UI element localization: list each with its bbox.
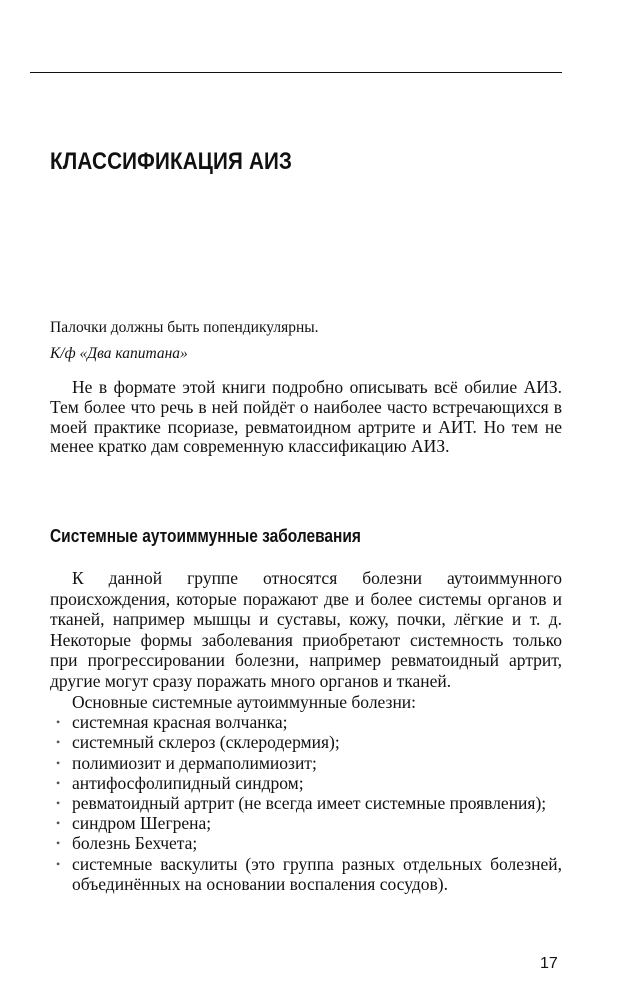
disease-list-item-text: системная красная волчанка;: [72, 712, 288, 733]
bullet-icon: •: [56, 735, 61, 750]
section-paragraph: К данной группе относятся болезни аутоиммунного происхождения, которые поражают две и более системы органов и тканей, например мышцы и суставы, кожу, почки, лёгкие и т. д. Некоторые формы заболевания приобретают системность только при прогрессировании болезни, например ревматоидный артрит, другие могут сразу поражать много органов и тканей.: [50, 568, 562, 691]
disease-list-item: [50, 732, 562, 752]
disease-list-item: [50, 833, 562, 853]
bullet-icon: •: [56, 775, 61, 790]
disease-list-item: [50, 753, 562, 773]
disease-list-item-text: системные васкулиты (это группа разных отдельных болезней, объединённых на основании воспаления сосудов).: [72, 853, 562, 894]
intro-paragraph: Не в формате этой книги подробно описывать всё обилие АИЗ. Тем более что речь в ней пойдёт о наиболее часто встречающихся в моей практике псориазе, ревматоидном артрите и АИТ. Но тем не менее кратко дам современную классификацию АИЗ.: [50, 377, 562, 457]
page-number: 17: [540, 955, 558, 972]
epigraph-source: К/ф «Два капитана»: [50, 345, 188, 362]
section-body: [50, 568, 562, 894]
disease-list-item-text: антифосфолипидный синдром;: [72, 772, 304, 793]
disease-list-item-text: синдром Шегрена;: [72, 813, 212, 834]
intro-section: [50, 378, 562, 457]
chapter-title: КЛАССИФИКАЦИЯ АИЗ: [50, 148, 293, 175]
disease-list-item: [50, 773, 562, 793]
epigraph-quote: Палочки должны быть попендикулярны.: [50, 319, 319, 336]
top-rule: [30, 72, 562, 73]
disease-list-item: [50, 712, 562, 732]
list-intro: Основные системные аутоиммунные болезни:: [72, 691, 417, 712]
disease-list-item-text: болезнь Бехчета;: [72, 833, 198, 854]
bullet-icon: •: [56, 715, 61, 730]
epigraph: [50, 316, 570, 366]
bullet-icon: •: [56, 856, 61, 871]
disease-list-item-text: системный склероз (склеродермия);: [72, 732, 340, 753]
bullet-icon: •: [56, 795, 61, 810]
bullet-icon: •: [56, 816, 61, 831]
disease-list: [50, 712, 562, 894]
disease-list-item: [50, 854, 562, 894]
bullet-icon: •: [56, 755, 61, 770]
disease-list-item: [50, 793, 562, 813]
disease-list-item-text: ревматоидный артрит (не всегда имеет системные проявления);: [72, 792, 547, 813]
disease-list-item-text: полимиозит и дермаполимиозит;: [72, 752, 317, 773]
disease-list-item: [50, 813, 562, 833]
section-heading: Системные аутоиммунные заболевания: [50, 526, 361, 546]
bullet-icon: •: [56, 836, 61, 851]
